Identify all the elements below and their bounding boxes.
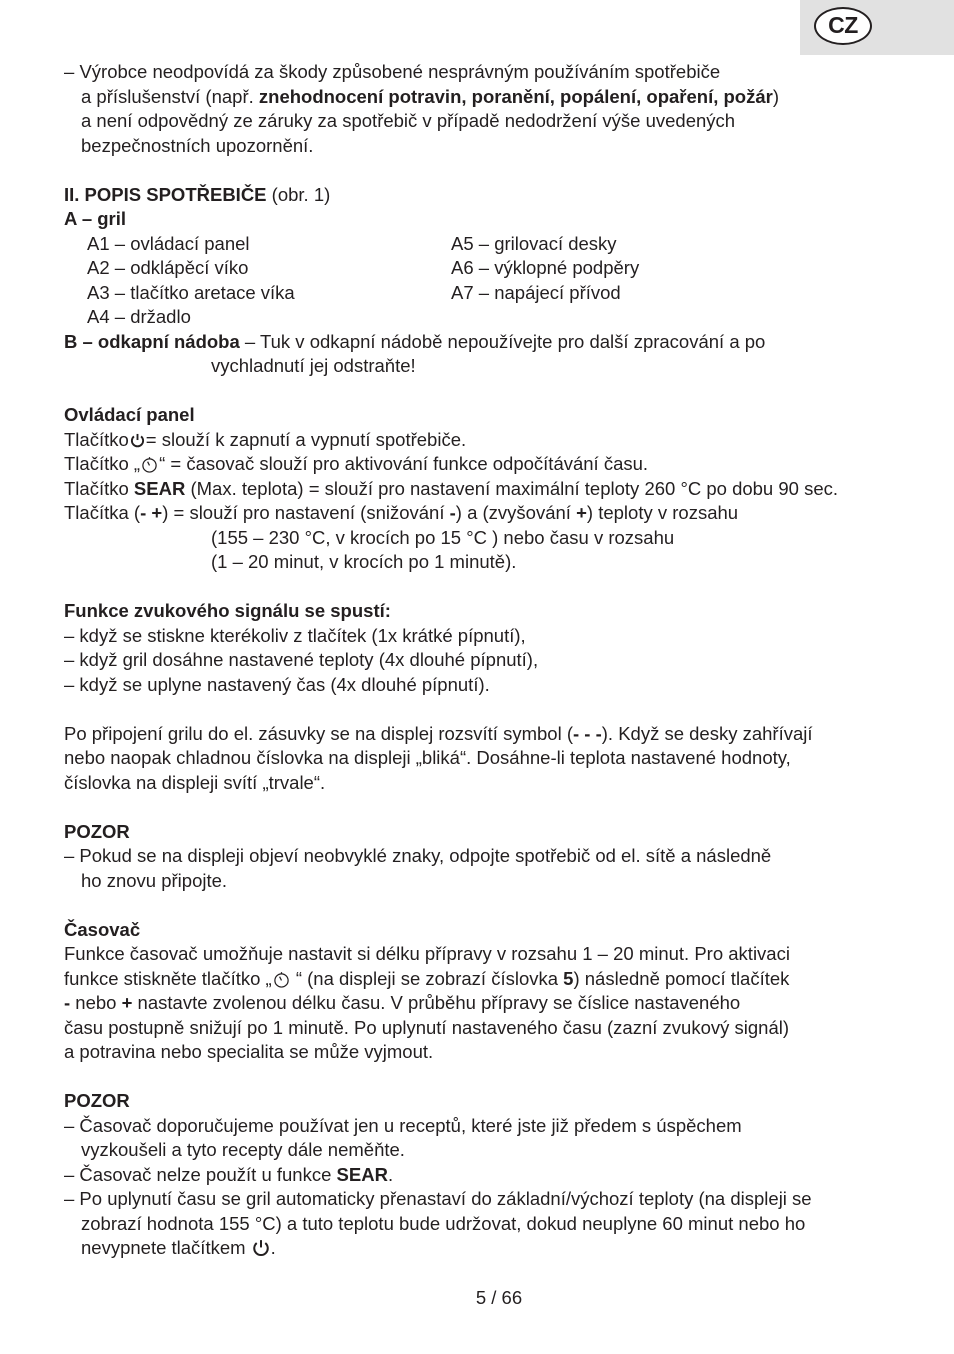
warning-item-3-line-3: nevypnete tlačítkem . <box>81 1237 276 1258</box>
section-2-heading: II. POPIS SPOTŘEBIČE (obr. 1) <box>64 183 331 205</box>
minus-icon: - <box>64 992 71 1013</box>
timer-line-4: času postupně snižují po 1 minutě. Po uplynutí nastaveného času (zazní zvukový signál) <box>64 1016 790 1038</box>
plus-icon: + <box>121 992 133 1013</box>
power-icon <box>130 433 145 448</box>
list-item: – když se uplyne nastavený čas (4x dlouhé pípnutí). <box>64 673 490 695</box>
part-b-line-2: vychladnutí jej odstraňte! <box>211 355 416 376</box>
control-panel-line-range-time: (1 – 20 minut, v krocích po 1 minutě). <box>211 551 517 572</box>
list-item: A2 – odklápěcí víko <box>87 257 249 278</box>
list-item: – když se stiskne kterékoliv z tlačítek (1x krátké pípnutí), <box>64 624 526 646</box>
power-icon <box>252 1239 270 1257</box>
minus-icon: - <box>140 502 147 523</box>
minus-icon: - <box>449 502 456 523</box>
section-warning-2 <box>64 1089 914 1261</box>
language-badge: CZ <box>814 7 872 45</box>
timer-icon <box>273 971 290 988</box>
timer-line-1: Funkce časovač umožňuje nastavit si délku přípravy v rozsahu 1 – 20 minut. Pro aktivaci <box>64 943 790 964</box>
warning-item-1-line-1: – Časovač doporučujeme používat jen u receptů, které jste již předem s úspěchem <box>64 1114 742 1136</box>
section-appliance-description <box>64 183 914 379</box>
intro-warning <box>64 60 914 158</box>
page-content <box>64 60 914 1261</box>
control-panel-line-range-temp: (155 – 230 °C, v krocích po 15 °C ) nebo času v rozsahu <box>211 526 675 548</box>
sound-heading: Funkce zvukového signálu se spustí: <box>64 600 391 621</box>
section-display <box>64 722 914 796</box>
part-a-list <box>64 232 914 330</box>
list-item: A4 – držadlo <box>87 306 191 327</box>
intro-line-2: a příslušenství (např. znehodnocení potravin, poranění, popálení, opaření, požár) <box>81 85 779 107</box>
list-item: A3 – tlačítko aretace víka <box>87 281 295 303</box>
plus-icon: + <box>151 502 163 523</box>
part-a-label: A – gril <box>64 208 127 229</box>
control-panel-line-timer: Tlačítko „ “ = časovač slouží pro aktivování funkce odpočítávání času. <box>64 453 649 474</box>
control-panel-line-plus-minus: Tlačítka (- +) = slouží pro nastavení (snižování -) a (zvyšování +) teploty v rozsahu <box>64 502 739 523</box>
section-timer <box>64 918 914 1065</box>
intro-line-1: – Výrobce neodpovídá za škody způsobené nesprávným používáním spotřebiče <box>64 61 721 82</box>
part-b-line-1: B – odkapní nádoba – Tuk v odkapní nádobě nepoužívejte pro další zpracování a po <box>64 330 766 352</box>
timer-line-2: funkce stiskněte tlačítko „ “ (na displeji se zobrazí číslovka 5) následně pomocí tlačítek <box>64 967 790 989</box>
display-line-3: číslovka na displeji svítí „trvale“. <box>64 771 326 793</box>
section-control-panel <box>64 403 914 575</box>
display-line-1: Po připojení grilu do el. zásuvky se na displej rozsvítí symbol (- - -). Když se desky zahřívají <box>64 722 813 744</box>
timer-heading: Časovač <box>64 918 141 940</box>
list-item: A7 – napájecí přívod <box>451 281 621 303</box>
warning-item-3-line-2: zobrazí hodnota 155 °C) a tuto teplotu bude udržovat, dokud neuplyne 60 minut nebo ho <box>81 1212 806 1234</box>
list-item: A5 – grilovací desky <box>451 232 617 254</box>
control-panel-heading: Ovládací panel <box>64 404 195 425</box>
warning-line-2: ho znovu připojte. <box>81 869 228 891</box>
intro-line-3: a není odpovědný ze záruky za spotřebič v případě nedodržení výše uvedených <box>81 110 736 131</box>
section-sound-signal <box>64 599 914 697</box>
part-a-list-right <box>451 232 639 330</box>
list-item: – když gril dosáhne nastavené teploty (4x dlouhé pípnutí), <box>64 649 539 670</box>
section-warning-1 <box>64 820 914 894</box>
timer-icon <box>141 456 158 473</box>
warning-item-3-line-1: – Po uplynutí času se gril automaticky přenastaví do základní/výchozí teploty (na displeji se <box>64 1188 812 1209</box>
list-item: A6 – výklopné podpěry <box>451 257 640 278</box>
display-line-2: nebo naopak chladnou číslovka na displeji „bliká“. Dosáhne-li teplota nastavené hodnoty, <box>64 747 791 768</box>
warning-heading: POZOR <box>64 1090 130 1111</box>
timer-line-3: - nebo + nastavte zvolenou délku času. V průběhu přípravy se číslice nastaveného <box>64 992 741 1013</box>
intro-line-4: bezpečnostních upozornění. <box>81 134 314 156</box>
warning-line-1: – Pokud se na displeji objeví neobvyklé znaky, odpojte spotřebič od el. sítě a následně <box>64 845 772 866</box>
language-tab <box>800 0 954 55</box>
list-item: A1 – ovládací panel <box>87 232 250 254</box>
dash-symbol: - - - <box>572 722 602 744</box>
page-number: 5 / 66 <box>475 1287 523 1308</box>
part-a-list-left <box>87 232 451 330</box>
timer-line-5: a potravina nebo specialita se může vyjmout. <box>64 1041 434 1062</box>
control-panel-line-sear: Tlačítko SEAR (Max. teplota) = slouží pro nastavení maximální teploty 260 °C po dobu 90 sec. <box>64 477 839 499</box>
warning-item-2: – Časovač nelze použít u funkce SEAR. <box>64 1163 394 1185</box>
control-panel-line-power: Tlačítko = slouží k zapnutí a vypnutí spotřebiče. <box>64 428 467 450</box>
plus-icon: + <box>576 502 587 523</box>
warning-heading: POZOR <box>64 820 130 842</box>
warning-item-1-line-2: vyzkoušeli a tyto recepty dále neměňte. <box>81 1139 405 1160</box>
